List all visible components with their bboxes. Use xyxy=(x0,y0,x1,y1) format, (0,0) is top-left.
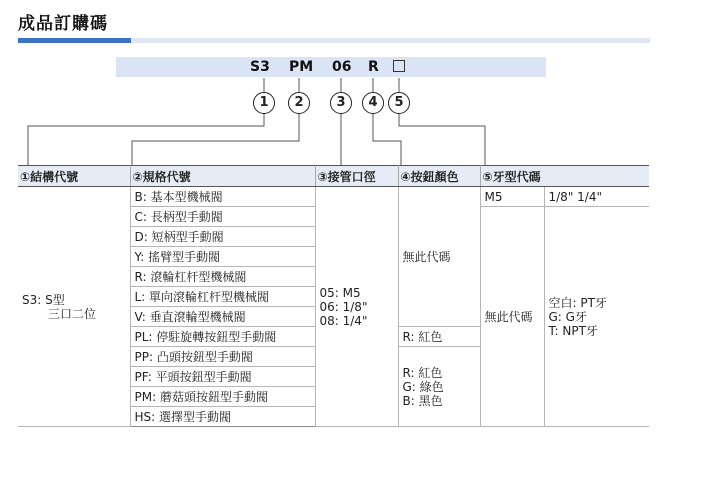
connector-4 xyxy=(373,114,401,165)
marker-2: 2 xyxy=(288,92,310,114)
marker-5: 5 xyxy=(388,92,410,114)
page-title: 成品訂購碼 xyxy=(18,14,108,34)
code-part-spec: PM xyxy=(289,59,314,75)
spec-cell: V: 垂直滾輪型機械閥 xyxy=(130,307,315,327)
color-multi-cell xyxy=(398,347,480,427)
table-row xyxy=(18,187,649,207)
order-code-table xyxy=(18,165,649,427)
structure-cell xyxy=(18,187,130,427)
spec-cell: L: 單向滾輪杠杆型機械閥 xyxy=(130,287,315,307)
thread-line-3: T: NPT牙 xyxy=(548,323,598,338)
header-thread: ⑤牙型代碼 xyxy=(480,166,649,187)
thread-m5-code-cell: M5 xyxy=(480,187,544,207)
header-port: ③接管口徑 xyxy=(315,166,398,187)
connector-5 xyxy=(399,114,485,165)
marker-4: 4 xyxy=(362,92,384,114)
spec-cell: PM: 蘑菇頭按鈕型手動閥 xyxy=(130,387,315,407)
port-line-2: 06: 1/8" xyxy=(319,299,368,314)
header-structure: ①結構代號 xyxy=(18,166,130,187)
port-line-3: 08: 1/4" xyxy=(319,313,368,328)
spec-cell: R: 滾輪杠杆型機械閥 xyxy=(130,267,315,287)
header-color: ④按鈕顏色 xyxy=(398,166,480,187)
spec-cell: Y: 搖臂型手動閥 xyxy=(130,247,315,267)
color-none-cell: 無此代碼 xyxy=(398,187,480,327)
structure-line-1: S3: S型 xyxy=(22,292,65,307)
thread-m5-sizes-cell: 1/8" 1/4" xyxy=(544,187,649,207)
spec-cell: PF: 平頭按鈕型手動閥 xyxy=(130,367,315,387)
spec-cell: B: 基本型機械閥 xyxy=(130,187,315,207)
code-part-structure: S3 xyxy=(250,59,270,75)
connector-2 xyxy=(132,114,299,165)
color-line-3: B: 黑色 xyxy=(402,393,443,408)
connector-1 xyxy=(28,114,264,165)
port-cell xyxy=(315,187,398,427)
thread-none-cell: 無此代碼 xyxy=(480,207,544,427)
thread-line-2: G: G牙 xyxy=(548,309,587,324)
spec-cell: C: 長柄型手動閥 xyxy=(130,207,315,227)
structure-line-2: 三口二位 xyxy=(48,306,97,321)
color-line-1: R: 紅色 xyxy=(402,365,443,380)
table-header-row xyxy=(18,166,649,187)
spec-cell: HS: 選擇型手動閥 xyxy=(130,407,315,427)
thread-line-1: 空白: PT牙 xyxy=(548,295,607,310)
code-part-color: R xyxy=(368,59,379,75)
color-line-2: G: 綠色 xyxy=(402,379,444,394)
thread-types-cell xyxy=(544,207,649,427)
marker-3: 3 xyxy=(330,92,352,114)
header-spec: ②規格代號 xyxy=(130,166,315,187)
marker-1: 1 xyxy=(253,92,275,114)
spec-cell: PP: 凸頭按鈕型手動閥 xyxy=(130,347,315,367)
spec-cell: PL: 停駐旋轉按鈕型手動閥 xyxy=(130,327,315,347)
spec-cell: D: 短柄型手動閥 xyxy=(130,227,315,247)
port-line-1: 05: M5 xyxy=(319,285,361,300)
code-part-port: 06 xyxy=(332,59,352,75)
color-red-only-cell: R: 紅色 xyxy=(398,327,480,347)
